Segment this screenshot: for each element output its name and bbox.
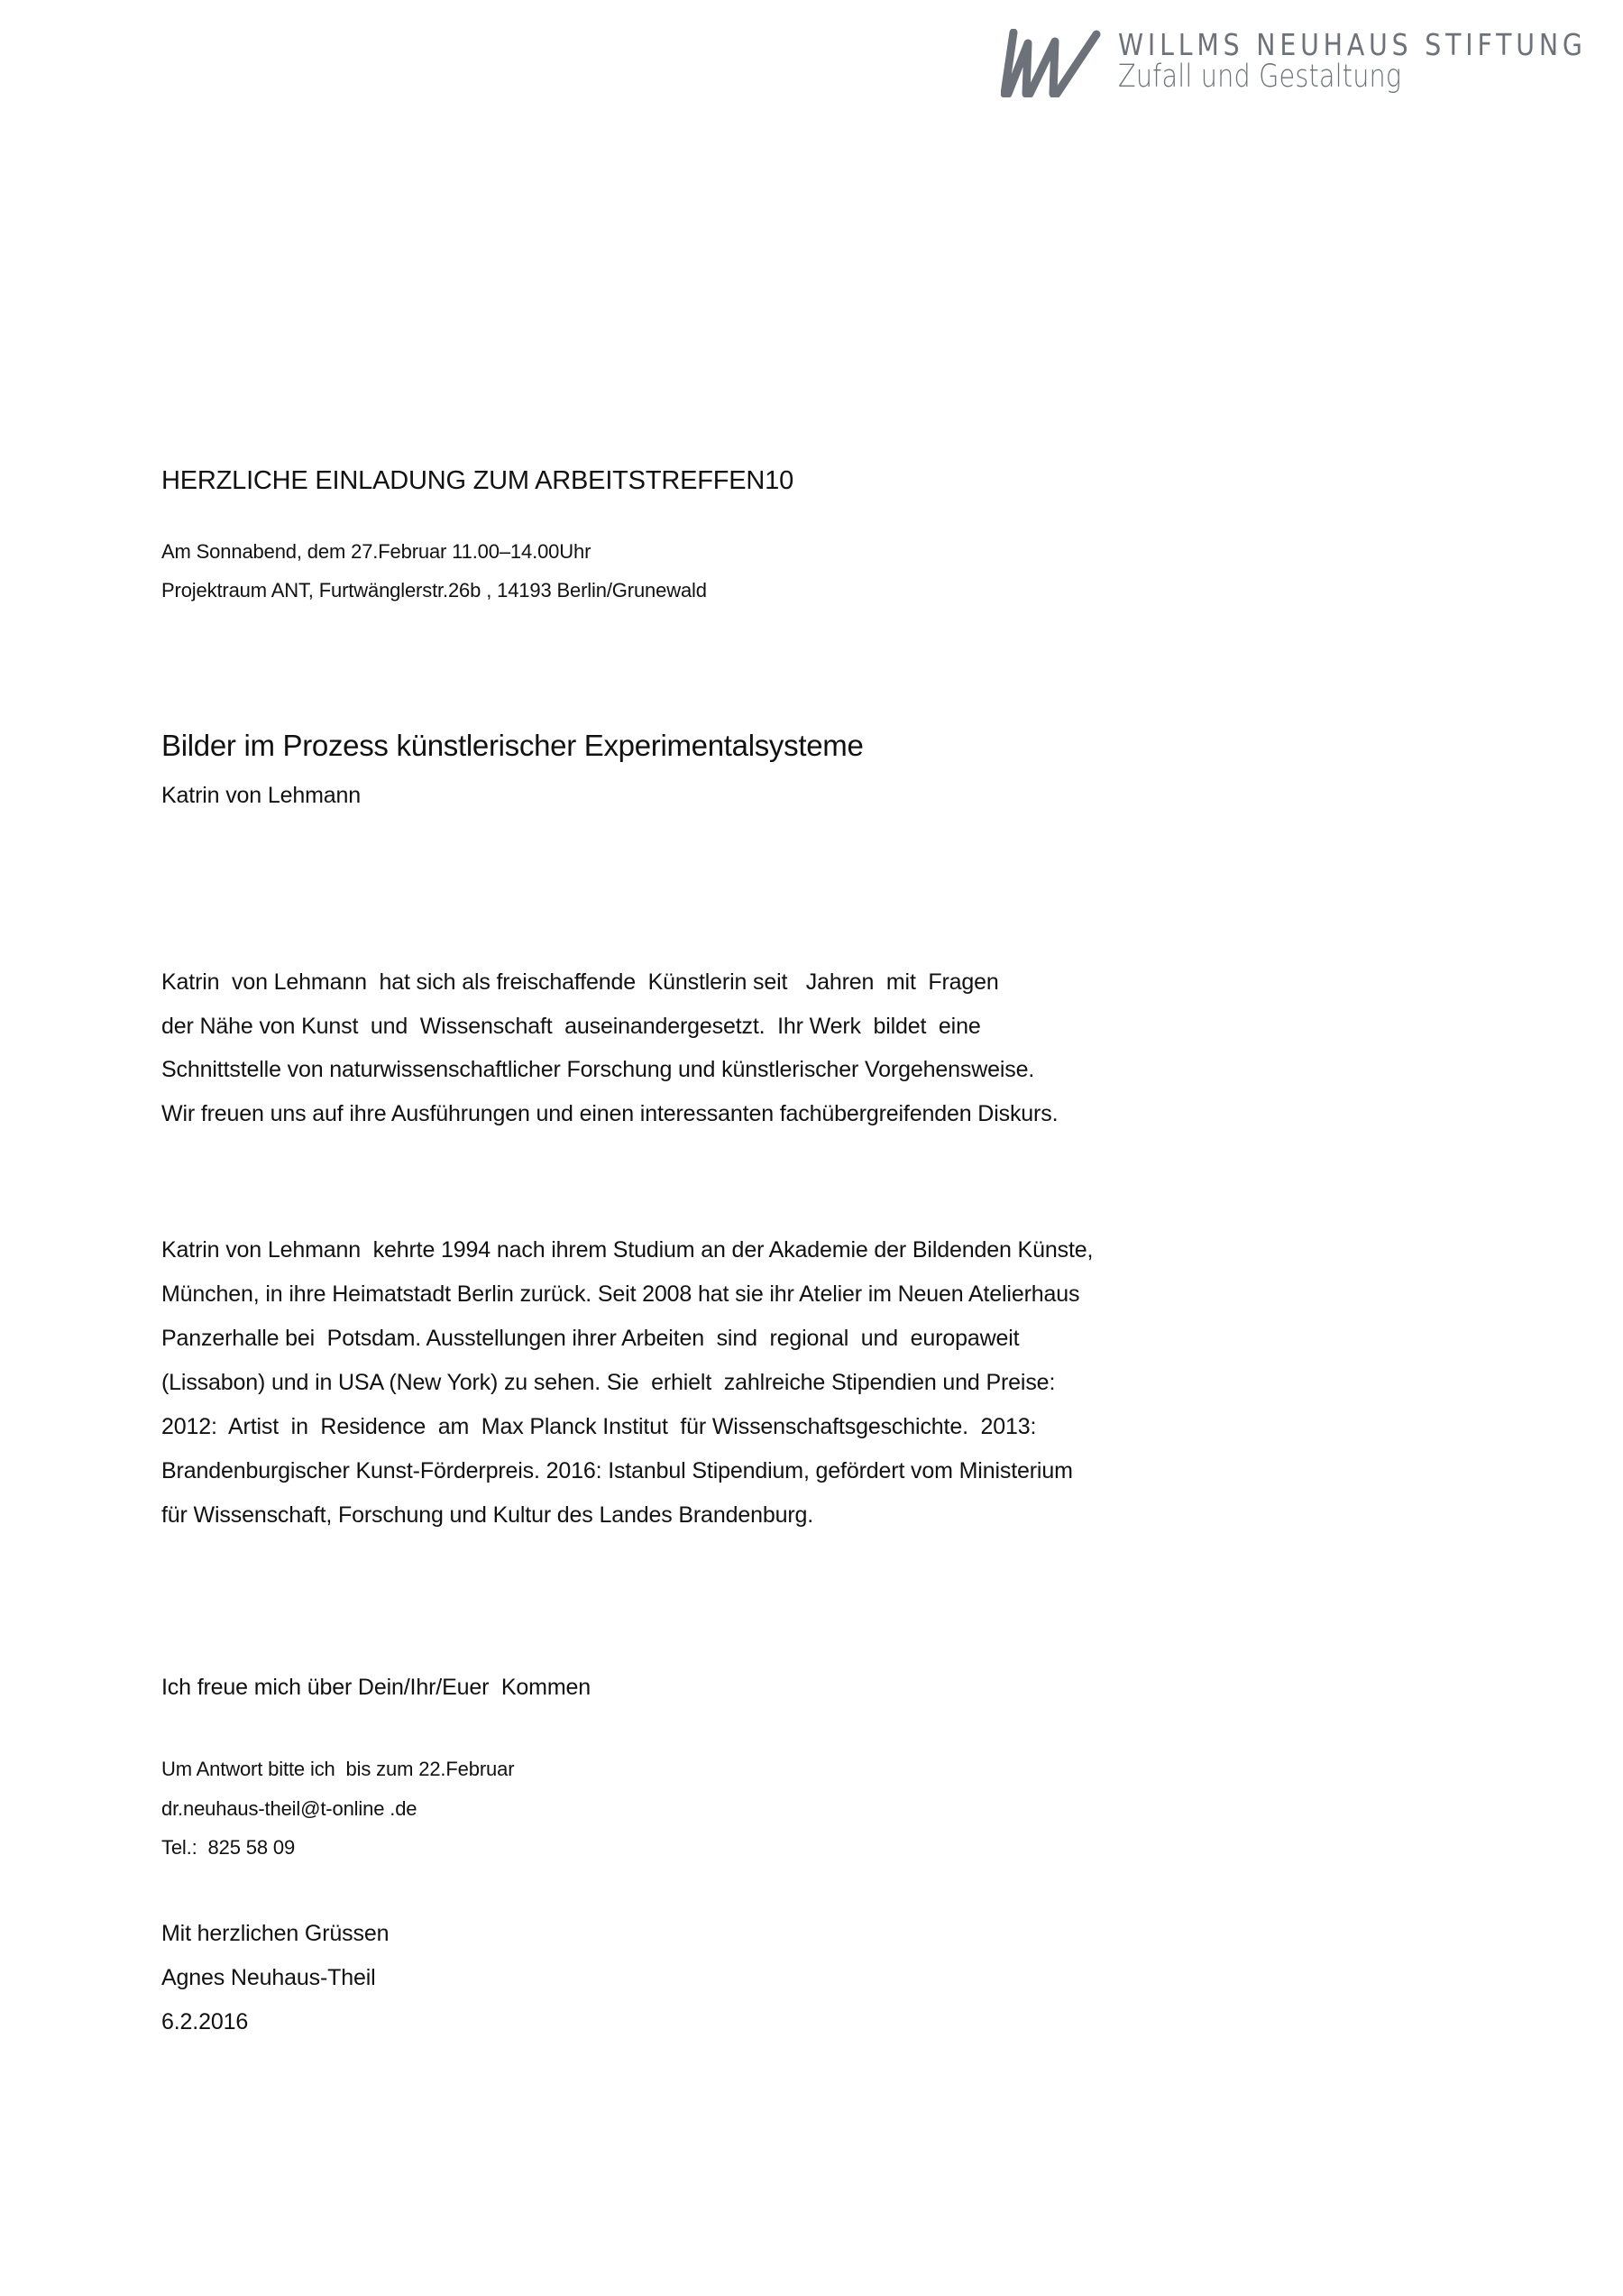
contact-email: dr.neuhaus-theil@t-online .de: [161, 1797, 417, 1820]
foundation-name: WILLMS NEUHAUS STIFTUNG: [1118, 27, 1587, 62]
paragraph-line: für Wissenschaft, Forschung und Kultur des Landes Brandenburg.: [161, 1502, 814, 1528]
event-location: Projektraum ANT, Furtwänglerstr.26b , 14193 Berlin/Grunewald: [161, 579, 707, 602]
logo-text: [1118, 27, 1587, 96]
foundation-logo: [1001, 27, 1614, 104]
paragraph-line: München, in ihre Heimatstadt Berlin zurück. Seit 2008 hat sie ihr Atelier im Neuen Atelierhaus: [161, 1281, 1080, 1307]
wn-monogram-icon: [1001, 29, 1107, 97]
welcome-line: Ich freue mich über Dein/Ihr/Euer Kommen: [161, 1675, 591, 1700]
paragraph-line: (Lissabon) und in USA (New York) zu sehen. Sie erhielt zahlreiche Stipendien und Preise:: [161, 1370, 1056, 1395]
closing-greeting: Mit herzlichen Grüssen: [161, 1921, 390, 1946]
letter-date: 6.2.2016: [161, 2009, 249, 2034]
signature-name: Agnes Neuhaus-Theil: [161, 1965, 376, 1990]
paragraph-line: Brandenburgischer Kunst-Förderpreis. 2016: Istanbul Stipendium, gefördert vom Ministerium: [161, 1458, 1073, 1483]
invitation-heading: HERZLICHE EINLADUNG ZUM ARBEITSTREFFEN10: [161, 466, 793, 495]
talk-title: Bilder im Prozess künstlerischer Experimentalsysteme: [161, 729, 864, 762]
event-date: Am Sonnabend, dem 27.Februar 11.00–14.00Uhr: [161, 540, 591, 563]
foundation-tagline: Zufall und Gestaltung: [1118, 59, 1402, 95]
contact-phone: Tel.: 825 58 09: [161, 1836, 296, 1859]
paragraph-line: Panzerhalle bei Potsdam. Ausstellungen ihrer Arbeiten sind regional und europaweit: [161, 1326, 1020, 1351]
paragraph-line: Katrin von Lehmann kehrte 1994 nach ihrem Studium an der Akademie der Bildenden Künste,: [161, 1237, 1094, 1263]
paragraph-line: Schnittstelle von naturwissenschaftlicher Forschung und künstlerischer Vorgehensweise.: [161, 1057, 1035, 1082]
rsvp-line: Um Antwort bitte ich bis zum 22.Februar: [161, 1758, 515, 1780]
paragraph-line: Wir freuen uns auf ihre Ausführungen und einen interessanten fachübergreifenden Diskurs.: [161, 1101, 1059, 1126]
paragraph-line: der Nähe von Kunst und Wissenschaft auseinandergesetzt. Ihr Werk bildet eine: [161, 1014, 981, 1039]
paragraph-line: 2012: Artist in Residence am Max Planck Institut für Wissenschaftsgeschichte. 2013:: [161, 1414, 1037, 1439]
paragraph-line: Katrin von Lehmann hat sich als freischaffende Künstlerin seit Jahren mit Fragen: [161, 969, 999, 995]
speaker-name: Katrin von Lehmann: [161, 783, 362, 808]
